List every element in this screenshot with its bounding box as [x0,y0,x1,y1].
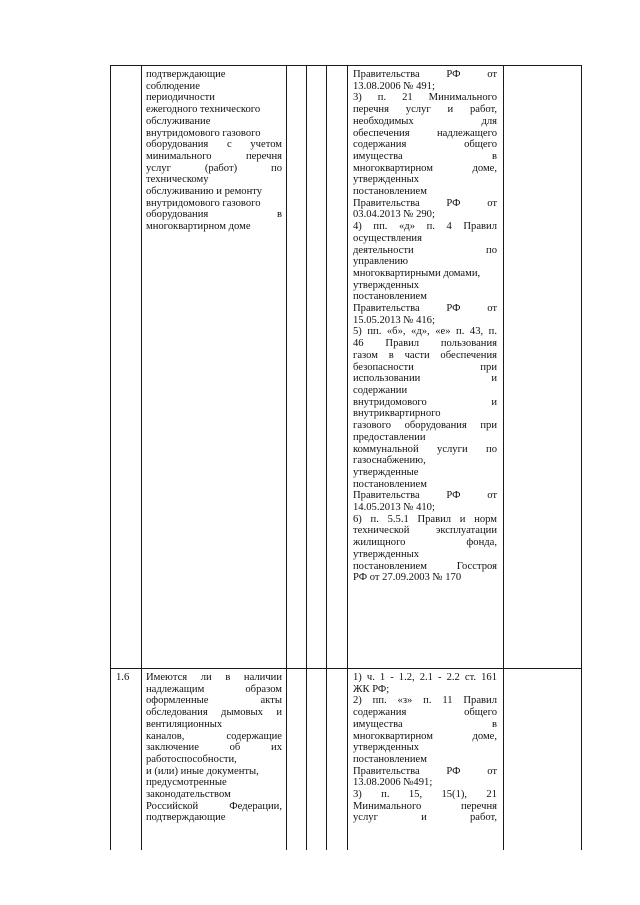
reference-text-line: Правительства РФ от [353,765,497,777]
question-text-line: каналов, содержащие [146,730,282,742]
reference-text-line: использовании и [353,373,497,385]
reference-text-line: жилищного фонда, [353,537,497,549]
row-divider [110,668,582,669]
reference-text-line: 1) ч. 1 - 1.2, 2.1 - 2.2 ст. 161 [353,672,497,683]
column-divider [503,65,504,850]
column-divider [306,65,307,850]
question-text-line: надлежащим образом [146,683,282,695]
reference-text-line: имущества в [353,718,497,730]
reference-text-line: осуществления [353,232,422,244]
column-divider [141,65,142,850]
question-text-line: работоспособности, [146,753,237,765]
reference-text-line: внутридомового и [353,396,497,408]
reference-text-line: 14.05.2013 № 410; [353,502,435,514]
question-text-line: обслуживание [146,115,211,127]
table-left-border [110,65,111,850]
column-divider [286,65,287,850]
question-text-line: ежегодного технического [146,104,261,116]
column-divider [326,65,327,850]
reference-text-line: необходимых для [353,115,497,127]
reference-text-line: услуг и работ, [353,812,497,824]
reference-text-line: утвержденных [353,174,420,186]
question-text-line: многоквартирном доме [146,221,251,233]
row-1-reference-cell [353,69,497,584]
reference-text-line: управлению [353,256,409,268]
reference-text-line: 46 Правил пользования [353,338,497,350]
reference-text-line: 15.05.2013 № 416; [353,314,435,326]
reference-text-line: постановлением [353,291,427,303]
reference-text-line: содержания общего [353,707,497,719]
reference-text-line: постановлением [353,478,427,490]
reference-text-line: газом в части обеспечения [353,349,497,361]
reference-text-line: утвержденных [353,548,420,560]
question-text-line: подтверждающие [146,812,226,824]
question-text-line: Имеются ли в наличии [146,672,282,683]
table-top-border [110,65,582,66]
reference-text-line: предоставлении [353,431,426,443]
reference-text-line: Правительства РФ от [353,303,497,315]
reference-text-line: многоквартирными домами, [353,267,481,279]
reference-text-line: Правительства РФ от [353,69,497,80]
question-text-line: подтверждающие [146,69,226,80]
question-text-line: вентиляционных [146,718,223,730]
question-text-line: внутридомового газового [146,127,261,139]
question-text-line: услуг (работ) по [146,162,282,174]
reference-text-line: Правительства РФ от [353,197,497,209]
question-text-line: обслуживанию и ремонту [146,186,263,198]
reference-text-line: технической эксплуатации [353,525,497,537]
question-text-line: предусмотренные [146,777,227,789]
question-text-line: минимального перечня [146,150,282,162]
reference-text-line: Минимального перечня [353,800,497,812]
question-text-line: внутридомового газового [146,197,261,209]
reference-text-line: газового оборудования при [353,420,497,432]
reference-text-line: 3) п. 15, 15(1), 21 [353,789,497,801]
question-text-line: обследования дымовых и [146,707,282,719]
question-text-line: законодательством [146,789,231,801]
reference-text-line: 03.04.2013 № 290; [353,209,435,221]
reference-text-line: 6) п. 5.5.1 Правил и норм [353,513,497,525]
reference-text-line: внутриквартирного [353,408,441,420]
reference-text-line: утвержденные [353,466,419,478]
reference-text-line: 4) пп. «д» п. 4 Правил [353,221,497,233]
reference-text-line: безопасности при [353,361,497,373]
reference-text-line: 3) п. 21 Минимального [353,92,497,104]
reference-text-line: постановлением [353,753,427,765]
question-text-line: заключение об их [146,742,282,754]
reference-text-line: газоснабжению, [353,455,426,467]
reference-text-line: обеспечения надлежащего [353,127,497,139]
reference-text-line: многоквартирном доме, [353,162,497,174]
reference-text-line: деятельности по [353,244,497,256]
reference-text-line: 13.08.2006 №491; [353,777,433,789]
question-text-line: и (или) иные документы, [146,765,259,777]
row-2-question-cell [146,672,282,824]
reference-text-line: Правительства РФ от [353,490,497,502]
question-text-line: периодичности [146,92,215,104]
column-divider [347,65,348,850]
question-text-line: Российской Федерации, [146,800,282,812]
table-right-border [581,65,582,850]
reference-text-line: коммунальной услуги по [353,443,497,455]
reference-text-line: 13.08.2006 № 491; [353,80,435,92]
row-2-number: 1.6 [116,672,130,683]
reference-text-line: 5) пп. «б», «д», «е» п. 43, п. [353,326,497,338]
reference-text-line: РФ от 27.09.2003 № 170 [353,572,462,584]
row-1-question-cell [146,69,282,233]
reference-text-line: утвержденных [353,742,420,754]
reference-text-line: содержании [353,384,408,396]
question-text-line: оборудования в [146,209,282,221]
reference-text-line: постановлением [353,186,427,198]
reference-text-line: 2) пп. «з» п. 11 Правил [353,695,497,707]
reference-text-line: ЖК РФ; [353,683,390,695]
question-text-line: оформленные акты [146,695,282,707]
question-text-line: соблюдение [146,80,200,92]
reference-text-line: постановлением Госстроя [353,560,497,572]
reference-text-line: утвержденных [353,279,420,291]
question-text-line: техническому [146,174,209,186]
reference-text-line: перечня услуг и работ, [353,104,497,116]
reference-text-line: многоквартирном доме, [353,730,497,742]
reference-text-line: имущества в [353,150,497,162]
row-2-reference-cell [353,672,497,824]
question-text-line: оборудования с учетом [146,139,282,151]
reference-text-line: содержания общего [353,139,497,151]
